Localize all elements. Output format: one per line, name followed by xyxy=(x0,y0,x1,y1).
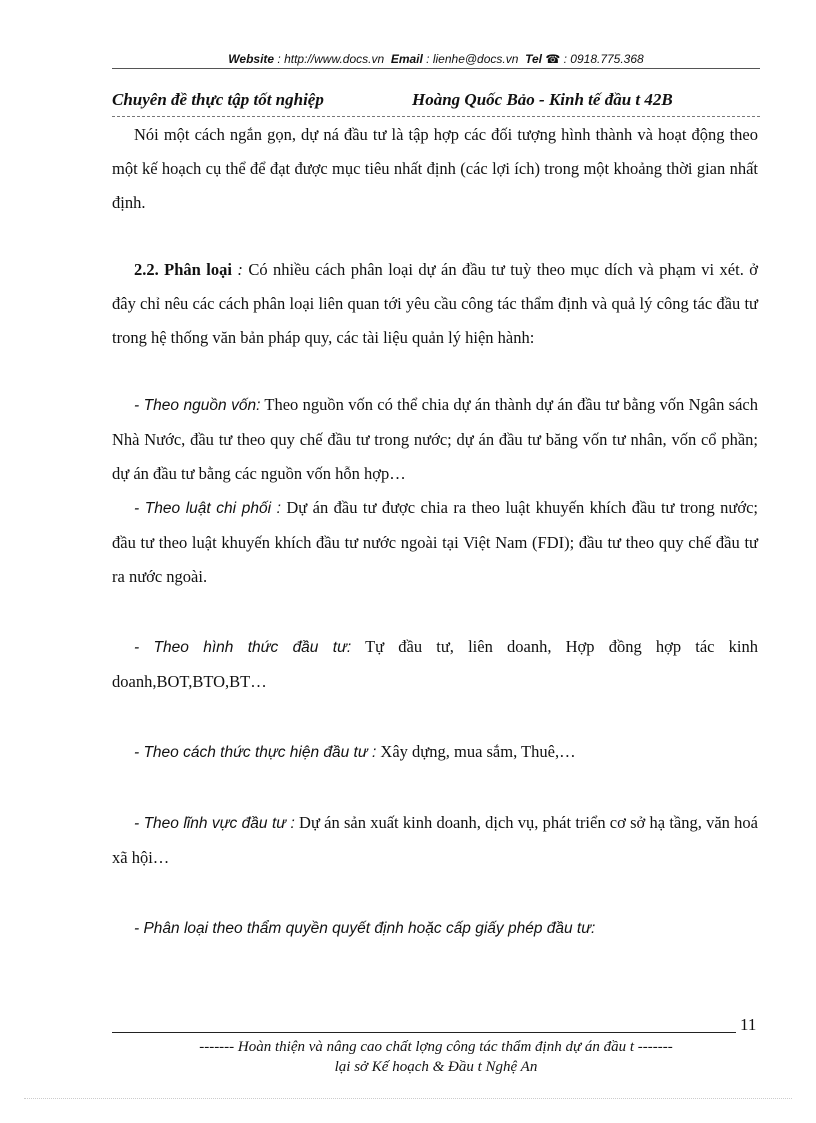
paragraph-summary: Nói một cách ngắn gọn, dự ná đầu tư là tập hợp các đối tượng hình thành và hoạt động theo một kế hoạch cụ thể để đạt được mục tiêu nhất định (các lợi ích) trong một khoảng thời gian nhất định. xyxy=(112,125,758,212)
site-header xyxy=(112,52,760,66)
item-label: - Theo lĩnh vực đầu tư : xyxy=(134,815,295,832)
email-label: Email xyxy=(390,52,423,66)
list-item: - Theo hình thức đầu tư: Tự đầu tư, liên doanh, Hợp đồng hợp tác kinh doanh,BOT,BTO,BT… xyxy=(112,637,758,691)
running-header xyxy=(112,90,760,112)
item-label: - Theo hình thức đầu tư: xyxy=(134,639,352,656)
page-body xyxy=(112,118,758,946)
phone-icon: ☎ xyxy=(545,52,561,66)
item-label: - Theo luật chi phối : xyxy=(134,500,281,517)
list-item: - Theo luật chi phối : Dự án đầu tư được chia ra theo luật khuyến khích đầu tư trong nước; đầu tư theo luật khuyến khích đầu tư nước ngoài tại Việt Nam (FDI); đầu tư theo quy chế đầu tư ra nước ngoài. xyxy=(112,498,758,586)
list-item: - Theo lĩnh vực đầu tư : Dự án sản xuất kinh doanh, dịch vụ, phát triển cơ sở hạ tầng, văn hoá xã hội… xyxy=(112,813,758,867)
footer-line-1: ------- Hoàn thiện và nâng cao chất lợng công tác thẩm định dự án đầu t ------- xyxy=(199,1039,673,1055)
course-title: Chuyên đề thực tập tốt nghiệp xyxy=(112,90,324,109)
tel-label: Tel xyxy=(525,52,542,66)
footer-title xyxy=(112,1037,760,1077)
paragraph-classification: 2.2. Phân loại : Có nhiều cách phân loại dự án đầu tư tuỳ theo mục dích và phạm vi xét. ở đây chỉ nêu các cách phân loại liên quan tới yêu cầu công tác thẩm định và quả lý công tác đầu tư trong hệ thống văn bản pháp quy, các tài liệu quản lý hiện hành: xyxy=(112,260,758,347)
page-bottom-border xyxy=(24,1098,792,1099)
section-heading: 2.2. Phân loại xyxy=(134,260,232,279)
header-divider xyxy=(112,116,760,117)
item-label: - Theo cách thức thực hiện đầu tư : xyxy=(134,744,377,761)
item-label: - Phân loại theo thẩm quyền quyết định hoặc cấp giấy phép đầu tư: xyxy=(134,920,596,937)
website-label: Website xyxy=(228,52,275,66)
tel-number: : 0918.775.368 xyxy=(563,52,644,66)
author-line: Hoàng Quốc Bảo - Kinh tế đầu t 42B xyxy=(412,90,673,109)
list-item: - Theo cách thức thực hiện đầu tư : Xây dựng, mua sắm, Thuê,… xyxy=(134,742,576,761)
header-rule xyxy=(112,68,760,69)
footer-rule xyxy=(112,1032,736,1033)
page-number: 11 xyxy=(740,1015,757,1034)
website-url[interactable]: : http://www.docs.vn xyxy=(277,52,385,66)
item-label: - Theo nguồn vốn: xyxy=(134,397,261,414)
list-item xyxy=(112,911,758,946)
footer-line-2: lại sở Kế hoạch & Đầu t Nghệ An xyxy=(334,1059,538,1075)
list-item: - Theo nguồn vốn: Theo nguồn vốn có thể chia dự án thành dự án đầu tư bằng vốn Ngân sách Nhà Nước, đầu tư theo quy chế đầu tư trong nước; dự án đầu tư băng vốn tư nhân, vốn cổ phần; dự án đầu tư bằng các nguồn vốn hỗn hợp… xyxy=(112,395,758,483)
email-address[interactable]: : lienhe@docs.vn xyxy=(426,52,519,66)
